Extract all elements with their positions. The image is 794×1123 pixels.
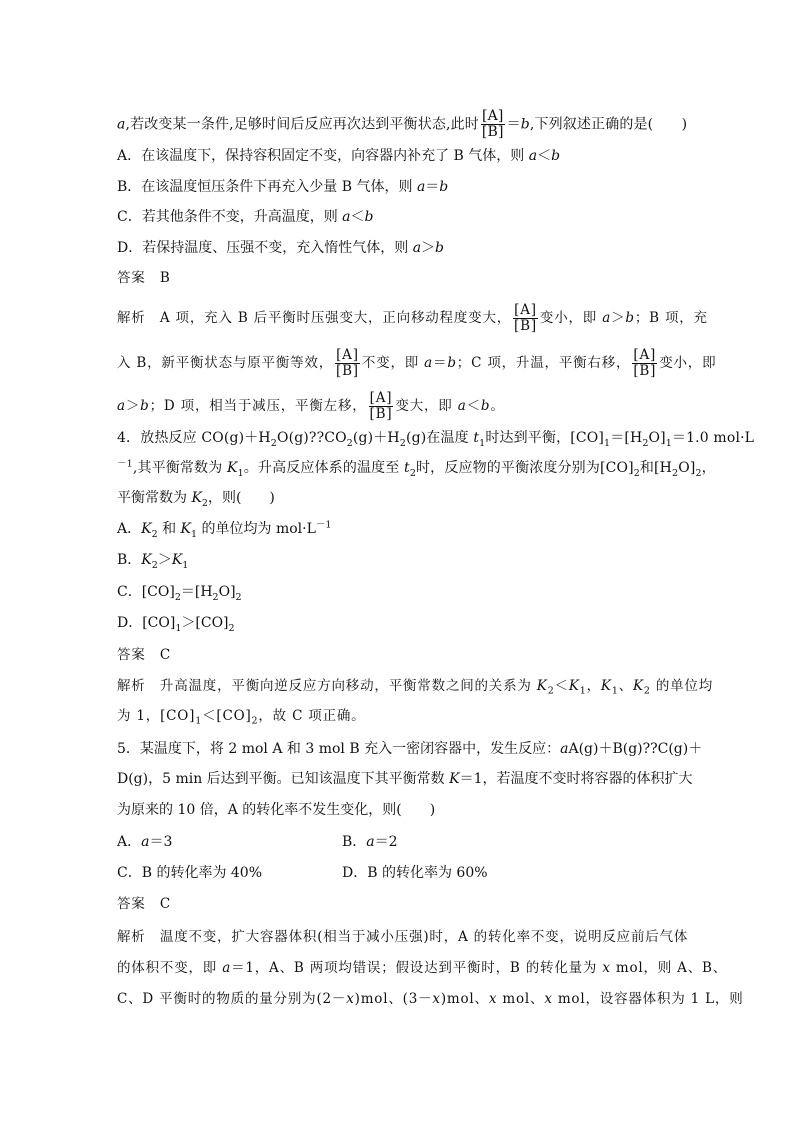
text-run: ＜ <box>554 678 569 694</box>
text-run: O] <box>218 584 236 600</box>
text-run: ＞ <box>421 240 436 256</box>
text-run: 不变，即 <box>361 355 425 371</box>
math-variable: a <box>416 179 426 195</box>
text-run: 解析 升高温度，平衡向逆反应方向移动，平衡常数之间的关系为 <box>117 678 537 694</box>
math-variable: x <box>488 991 498 1007</box>
text-run: ＝1.0 mol·L <box>671 430 755 446</box>
text-run: B． <box>342 834 367 850</box>
text-run: ＜ <box>537 148 552 164</box>
subscript: 1 <box>579 685 587 697</box>
text-run: D．若保持温度、压强不变，充入惰性气体，则 <box>117 240 413 256</box>
math-variable: K <box>536 678 548 694</box>
text-run: ＞[CO] <box>181 615 229 631</box>
math-variable: x <box>602 960 611 976</box>
text-run: C、D 平衡时的物质的量分别为(2－ <box>117 991 347 1007</box>
text-run: A(g)＋B(g)??C(g)＋ <box>568 741 703 757</box>
fraction-numerator: [A] <box>633 347 657 363</box>
text-run: ，则( ) <box>207 490 275 506</box>
text-run: ＜[CO] <box>202 708 252 724</box>
text-run: ＝1，A、B 两项均错误；假设达到平衡时，B 的转化量为 <box>231 960 603 976</box>
subscript: 2 <box>672 467 679 479</box>
math-variable: x <box>432 991 441 1007</box>
text-run: 5．某温度下，将 2 mol A 和 3 mol B 充入一密闭容器中，发生反应： <box>117 741 561 757</box>
fraction-denominator: [B] <box>514 318 537 334</box>
subscript: 2 <box>642 437 649 449</box>
superscript: －1 <box>117 458 133 470</box>
q5-analysis-2 <box>117 959 727 977</box>
subscript: 2 <box>251 715 259 727</box>
text-run: ＜ <box>466 398 481 414</box>
text-run: A． <box>117 521 142 537</box>
text-run: 解析 温度不变，扩大容器体积(相当于减小压强)时，A 的转化率不变，说明反应前后气体 <box>117 929 689 945</box>
text-run: ＝ <box>425 179 440 195</box>
subscript: 2 <box>212 591 219 603</box>
q4-stem-2 <box>117 459 716 477</box>
text-run: ＝3 <box>149 834 173 850</box>
text-run: 为原来的 10 倍，A 的转化率不发生变化，则( ) <box>117 802 436 818</box>
text-run: )mol、(3－ <box>354 991 433 1007</box>
fraction <box>335 348 360 379</box>
q4-option-a <box>117 520 331 538</box>
fraction <box>369 391 394 422</box>
text-run: 为 1，[CO] <box>117 708 196 724</box>
subscript: 2 <box>547 685 555 697</box>
q3-analysis-3 <box>117 391 505 422</box>
text-run: 答案 C <box>117 647 172 663</box>
subscript: 1 <box>191 528 198 540</box>
text-run: ，故 C 项正确。 <box>258 708 366 724</box>
math-variable: K <box>141 552 152 568</box>
subscript: 2 <box>695 467 702 479</box>
math-variable: a <box>222 960 232 976</box>
math-variable: K <box>191 490 202 506</box>
subscript: 2 <box>235 591 242 603</box>
math-variable: a <box>141 834 150 850</box>
subscript: 2 <box>346 437 353 449</box>
q4-stem-1 <box>117 429 754 447</box>
math-variable: x <box>346 991 355 1007</box>
text-run: ， <box>701 460 716 476</box>
subscript: 2 <box>643 685 651 697</box>
math-variable: K <box>632 678 644 694</box>
q4-stem-3 <box>117 489 275 507</box>
subscript: 1 <box>182 559 189 571</box>
text-run: mol，则 A、B、 <box>610 960 728 976</box>
q5-option-d <box>342 864 488 882</box>
math-variable: K <box>141 521 152 537</box>
text-run: ＝2 <box>374 834 398 850</box>
fraction-denominator: [B] <box>633 363 657 379</box>
q4-analysis-1 <box>117 677 713 695</box>
text-run: C．[CO] <box>117 584 175 600</box>
math-variable: b <box>140 398 150 414</box>
subscript: 1 <box>237 467 244 479</box>
q3-option-a <box>117 147 560 165</box>
math-variable: t <box>473 430 480 446</box>
text-run: O] <box>648 430 666 446</box>
text-run: 时达到平衡，[CO] <box>485 430 604 446</box>
text-run: D．[CO] <box>117 615 176 631</box>
subscript: 2 <box>409 467 417 479</box>
text-run: mol、 <box>497 991 545 1007</box>
math-variable: K <box>171 552 183 568</box>
math-variable: b <box>439 179 449 195</box>
text-run: ＝ <box>433 355 448 371</box>
text-run: (g)在温度 <box>405 430 474 446</box>
text-run: (g)＋H <box>352 430 400 446</box>
text-run: 变小，即 <box>539 310 603 326</box>
subscript: 2 <box>633 467 640 479</box>
math-variable: a <box>117 398 126 414</box>
fraction-numerator: [A] <box>514 302 537 318</box>
math-variable: b <box>551 148 561 164</box>
text-run: ；C 项，升温，平衡右移， <box>456 355 631 371</box>
subscript: 2 <box>174 591 181 603</box>
subscript: 2 <box>201 497 208 509</box>
math-variable: a <box>117 116 126 133</box>
text-run: 变大，即 <box>395 398 458 414</box>
math-variable: a <box>366 834 375 850</box>
math-variable: K <box>600 678 612 694</box>
q3-analysis-1 <box>117 303 708 334</box>
math-variable: b <box>520 116 530 133</box>
text-run: B．在该温度恒压条件下再充入少量 B 气体，则 <box>117 179 417 195</box>
q5-stem-3 <box>117 801 435 819</box>
fraction-denominator: [B] <box>336 363 359 379</box>
text-run: ＝ <box>506 116 521 133</box>
text-run: ＝1，若温度不变时将容器的体积扩大 <box>459 771 693 787</box>
text-run: ＞ <box>157 552 172 568</box>
subscript: 1 <box>603 437 611 449</box>
math-variable: a <box>602 310 612 326</box>
q5-stem-1 <box>117 740 702 758</box>
q3-option-b <box>117 178 448 196</box>
q5-answer <box>117 895 171 913</box>
text-run: 入 B，新平衡状态与原平衡等效， <box>117 355 334 371</box>
text-run: 的单位均 <box>650 678 714 694</box>
text-run: 。升高反应体系的温度至 <box>243 460 405 476</box>
subscript: 2 <box>151 528 158 540</box>
text-run: ， <box>586 678 601 694</box>
subscript: 2 <box>228 622 235 634</box>
text-run: ,其平衡常数为 <box>132 460 227 476</box>
math-variable: b <box>435 240 445 256</box>
q3-option-d <box>117 239 444 257</box>
math-variable: K <box>449 771 460 787</box>
q4-answer <box>117 646 171 664</box>
subscript: 1 <box>175 622 182 634</box>
math-variable: K <box>568 678 580 694</box>
text-run: C．若其他条件不变，升高温度，则 <box>117 209 343 225</box>
subscript: 2 <box>270 437 277 449</box>
text-run: 。 <box>490 398 505 414</box>
math-variable: a <box>412 240 422 256</box>
text-run: ,若改变某一条件,足够时间后反应再次达到平衡状态,此时 <box>125 116 479 133</box>
text-run: 变小，即 <box>659 355 717 371</box>
math-variable: x <box>544 991 553 1007</box>
text-run: 解析 A 项，充入 B 后平衡时压强变大，正向移动程度变大， <box>117 310 512 326</box>
math-variable: b <box>364 209 374 225</box>
q3-analysis-2 <box>117 348 716 379</box>
text-run: 的单位均为 mol·L <box>197 521 316 537</box>
text-run: ；D 项，相当于减压，平衡左移， <box>149 398 367 414</box>
text-run: A．在该温度下，保持容积固定不变，向容器内补充了 B 气体，则 <box>117 148 529 164</box>
fraction <box>513 303 538 334</box>
text-run: )mol、 <box>440 991 489 1007</box>
text-run: C．B 的转化率为 40% <box>117 865 263 881</box>
text-run: ＝[H <box>610 430 643 446</box>
subscript: 1 <box>479 437 486 449</box>
fraction-numerator: [A] <box>482 108 504 124</box>
text-run: 答案 C <box>117 896 172 912</box>
q5-stem-2 <box>117 770 693 788</box>
text-run: mol，设容器体积为 1 L，则 <box>552 991 744 1007</box>
subscript: 2 <box>399 437 406 449</box>
q4-option-c <box>117 583 242 601</box>
q3-option-c <box>117 208 374 226</box>
text-run: 平衡常数为 <box>117 490 192 506</box>
q5-option-b <box>342 833 398 851</box>
text-run: ＜ <box>350 209 365 225</box>
math-variable: K <box>180 521 192 537</box>
q4-option-d <box>117 614 235 632</box>
subscript: 1 <box>665 437 672 449</box>
text-run: 和 <box>157 521 181 537</box>
math-variable: a <box>457 398 467 414</box>
q5-analysis-1 <box>117 928 688 946</box>
fraction-denominator: [B] <box>481 124 504 140</box>
text-run: 、 <box>618 678 633 694</box>
q5-option-c <box>117 864 262 882</box>
subscript: 1 <box>195 715 203 727</box>
text-run: ＝[H <box>180 584 213 600</box>
q5-analysis-3 <box>117 990 744 1008</box>
text-run: 4．放热反应 CO(g)＋H <box>117 430 271 446</box>
fraction <box>632 348 657 379</box>
text-run: ＞ <box>125 398 141 414</box>
q5-option-a <box>117 833 172 851</box>
text-run: D(g)，5 min 后达到平衡。已知该温度下其平衡常数 <box>117 771 450 787</box>
text-run: A． <box>117 834 142 850</box>
text-run: O(g)??CO <box>276 430 347 446</box>
text-run: ；B 项，充 <box>634 310 708 326</box>
text-run: 的体积不变，即 <box>117 960 223 976</box>
q4-option-b <box>117 551 188 569</box>
math-variable: b <box>480 398 491 414</box>
fraction <box>481 109 505 140</box>
math-variable: a <box>342 209 351 225</box>
subscript: 1 <box>611 685 619 697</box>
fraction-numerator: [A] <box>369 390 393 406</box>
math-variable: a <box>560 741 569 757</box>
math-variable: a <box>424 355 434 371</box>
q4-analysis-2 <box>117 707 366 725</box>
math-variable: b <box>447 355 457 371</box>
fraction-numerator: [A] <box>336 347 359 363</box>
text-run: 答案 B <box>117 270 171 286</box>
text-run: ＞ <box>611 310 626 326</box>
subscript: 2 <box>151 559 158 571</box>
fraction-denominator: [B] <box>369 406 393 422</box>
text-run: ,下列叙述正确的是( ) <box>529 116 688 133</box>
q3-answer <box>117 269 171 287</box>
text-run: B． <box>117 552 142 568</box>
text-run: D．B 的转化率为 60% <box>342 865 488 881</box>
math-variable: K <box>226 460 238 476</box>
math-variable: t <box>404 460 410 476</box>
math-variable: a <box>528 148 538 164</box>
text-run: O] <box>678 460 696 476</box>
text-run: 和[H <box>639 460 673 476</box>
text-run: 时，反应物的平衡浓度分别为[CO] <box>416 460 634 476</box>
q3-stem-cont <box>117 109 687 140</box>
superscript: －1 <box>315 519 332 531</box>
math-variable: b <box>625 310 635 326</box>
